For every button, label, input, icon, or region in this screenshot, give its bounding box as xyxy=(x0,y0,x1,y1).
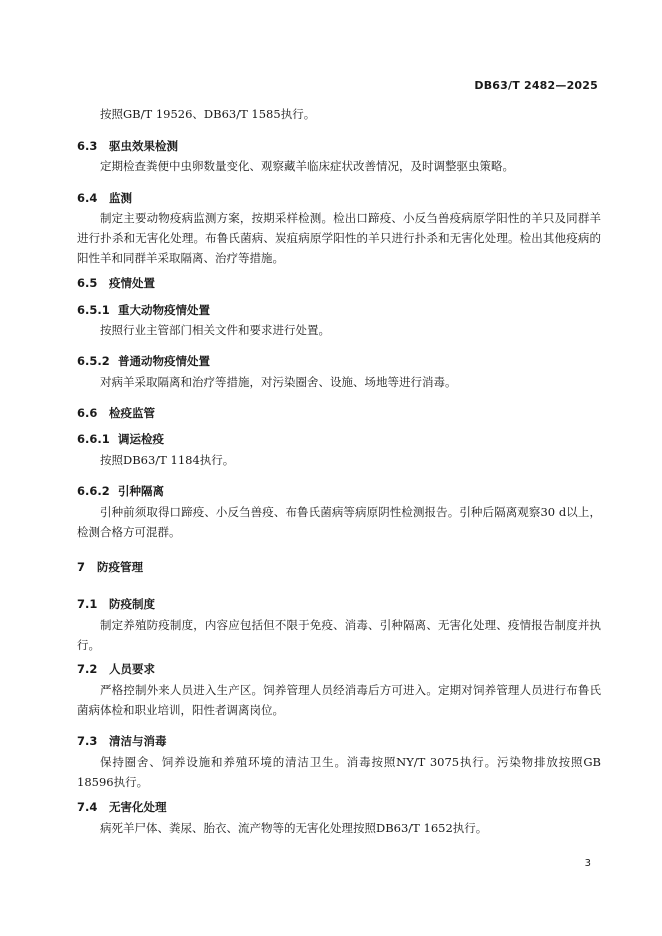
section-heading-6-6-1 xyxy=(77,431,164,447)
section-heading-6-3 xyxy=(77,138,178,154)
section-title: 检疫监管 xyxy=(109,406,155,420)
section-heading-7-4 xyxy=(77,799,167,815)
paragraph-7-1: 制定养殖防疫制度，内容应包括但不限于免疫、消毒、引种隔离、无害化处理、疫情报告制度并执行。 xyxy=(77,618,601,652)
section-number: 7.3 xyxy=(77,734,98,748)
paragraph-6-5-1: 按照行业主管部门相关文件和要求进行处置。 xyxy=(100,323,330,337)
section-number: 7.2 xyxy=(77,662,98,676)
paragraph-6-4: 制定主要动物疫病监测方案，按期采样检测。检出口蹄疫、小反刍兽疫病原学阳性的羊只及同群羊进行扑杀和无害化处理。布鲁氏菌病、炭疽病原学阳性的羊只进行扑杀和无害化处理。检出其他疫病的阳性羊和同群羊采取隔离、治疗等措施。 xyxy=(77,211,601,265)
paragraph-7-2: 严格控制外来人员进入生产区。饲养管理人员经消毒后方可进入。定期对饲养管理人员进行布鲁氏菌病体检和职业培训，阳性者调离岗位。 xyxy=(77,683,601,717)
section-heading-6-4 xyxy=(77,190,132,206)
section-heading-7 xyxy=(77,559,143,575)
section-heading-6-5-1 xyxy=(77,302,210,318)
section-title: 调运检疫 xyxy=(118,432,164,446)
section-title: 监测 xyxy=(109,191,132,205)
section-number: 6.5 xyxy=(77,276,98,290)
paragraph-7-3: 保持圈舍、饲养设施和养殖环境的清洁卫生。消毒按照NY/T 3075执行。污染物排放按照GB 18596执行。 xyxy=(77,755,601,789)
section-title: 防疫管理 xyxy=(97,560,143,574)
section-number: 6.6.1 xyxy=(77,432,110,446)
section-number: 7 xyxy=(77,560,86,574)
section-number: 7.1 xyxy=(77,597,98,611)
section-number: 6.6 xyxy=(77,406,98,420)
section-number: 6.6.2 xyxy=(77,484,110,498)
section-heading-6-6-2 xyxy=(77,483,164,499)
section-title: 重大动物疫情处置 xyxy=(118,303,210,317)
paragraph-intro: 按照GB/T 19526、DB63/T 1585执行。 xyxy=(100,107,316,121)
section-number: 7.4 xyxy=(77,800,98,814)
section-title: 驱虫效果检测 xyxy=(109,139,178,153)
section-title: 人员要求 xyxy=(109,662,155,676)
section-number: 6.3 xyxy=(77,139,98,153)
section-heading-6-5-2 xyxy=(77,353,210,369)
section-title: 无害化处理 xyxy=(109,800,167,814)
paragraph-6-5-2: 对病羊采取隔离和治疗等措施，对污染圈舍、设施、场地等进行消毒。 xyxy=(100,375,457,389)
section-title: 防疫制度 xyxy=(109,597,155,611)
section-heading-6-6 xyxy=(77,405,155,421)
section-title: 引种隔离 xyxy=(118,484,164,498)
paragraph-7-4: 病死羊尸体、粪尿、胎衣、流产物等的无害化处理按照DB63/T 1652执行。 xyxy=(100,821,488,835)
section-number: 6.5.1 xyxy=(77,303,110,317)
section-title: 清洁与消毒 xyxy=(109,734,167,748)
document-code: DB63/T 2482—2025 xyxy=(474,79,598,92)
section-title: 普通动物疫情处置 xyxy=(118,354,210,368)
paragraph-6-6-1: 按照DB63/T 1184执行。 xyxy=(100,453,235,467)
paragraph-6-3: 定期检查粪便中虫卵数量变化、观察藏羊临床症状改善情况，及时调整驱虫策略。 xyxy=(100,159,514,173)
section-heading-6-5 xyxy=(77,275,155,291)
paragraph-6-6-2: 引种前须取得口蹄疫、小反刍兽疫、布鲁氏菌病等病原阴性检测报告。引种后隔离观察30 d以上，检测合格方可混群。 xyxy=(77,505,601,539)
section-title: 疫情处置 xyxy=(109,276,155,290)
section-heading-7-1 xyxy=(77,596,155,612)
section-number: 6.4 xyxy=(77,191,98,205)
section-heading-7-2 xyxy=(77,661,155,677)
section-number: 6.5.2 xyxy=(77,354,110,368)
page-number: 3 xyxy=(584,858,591,869)
section-heading-7-3 xyxy=(77,733,167,749)
